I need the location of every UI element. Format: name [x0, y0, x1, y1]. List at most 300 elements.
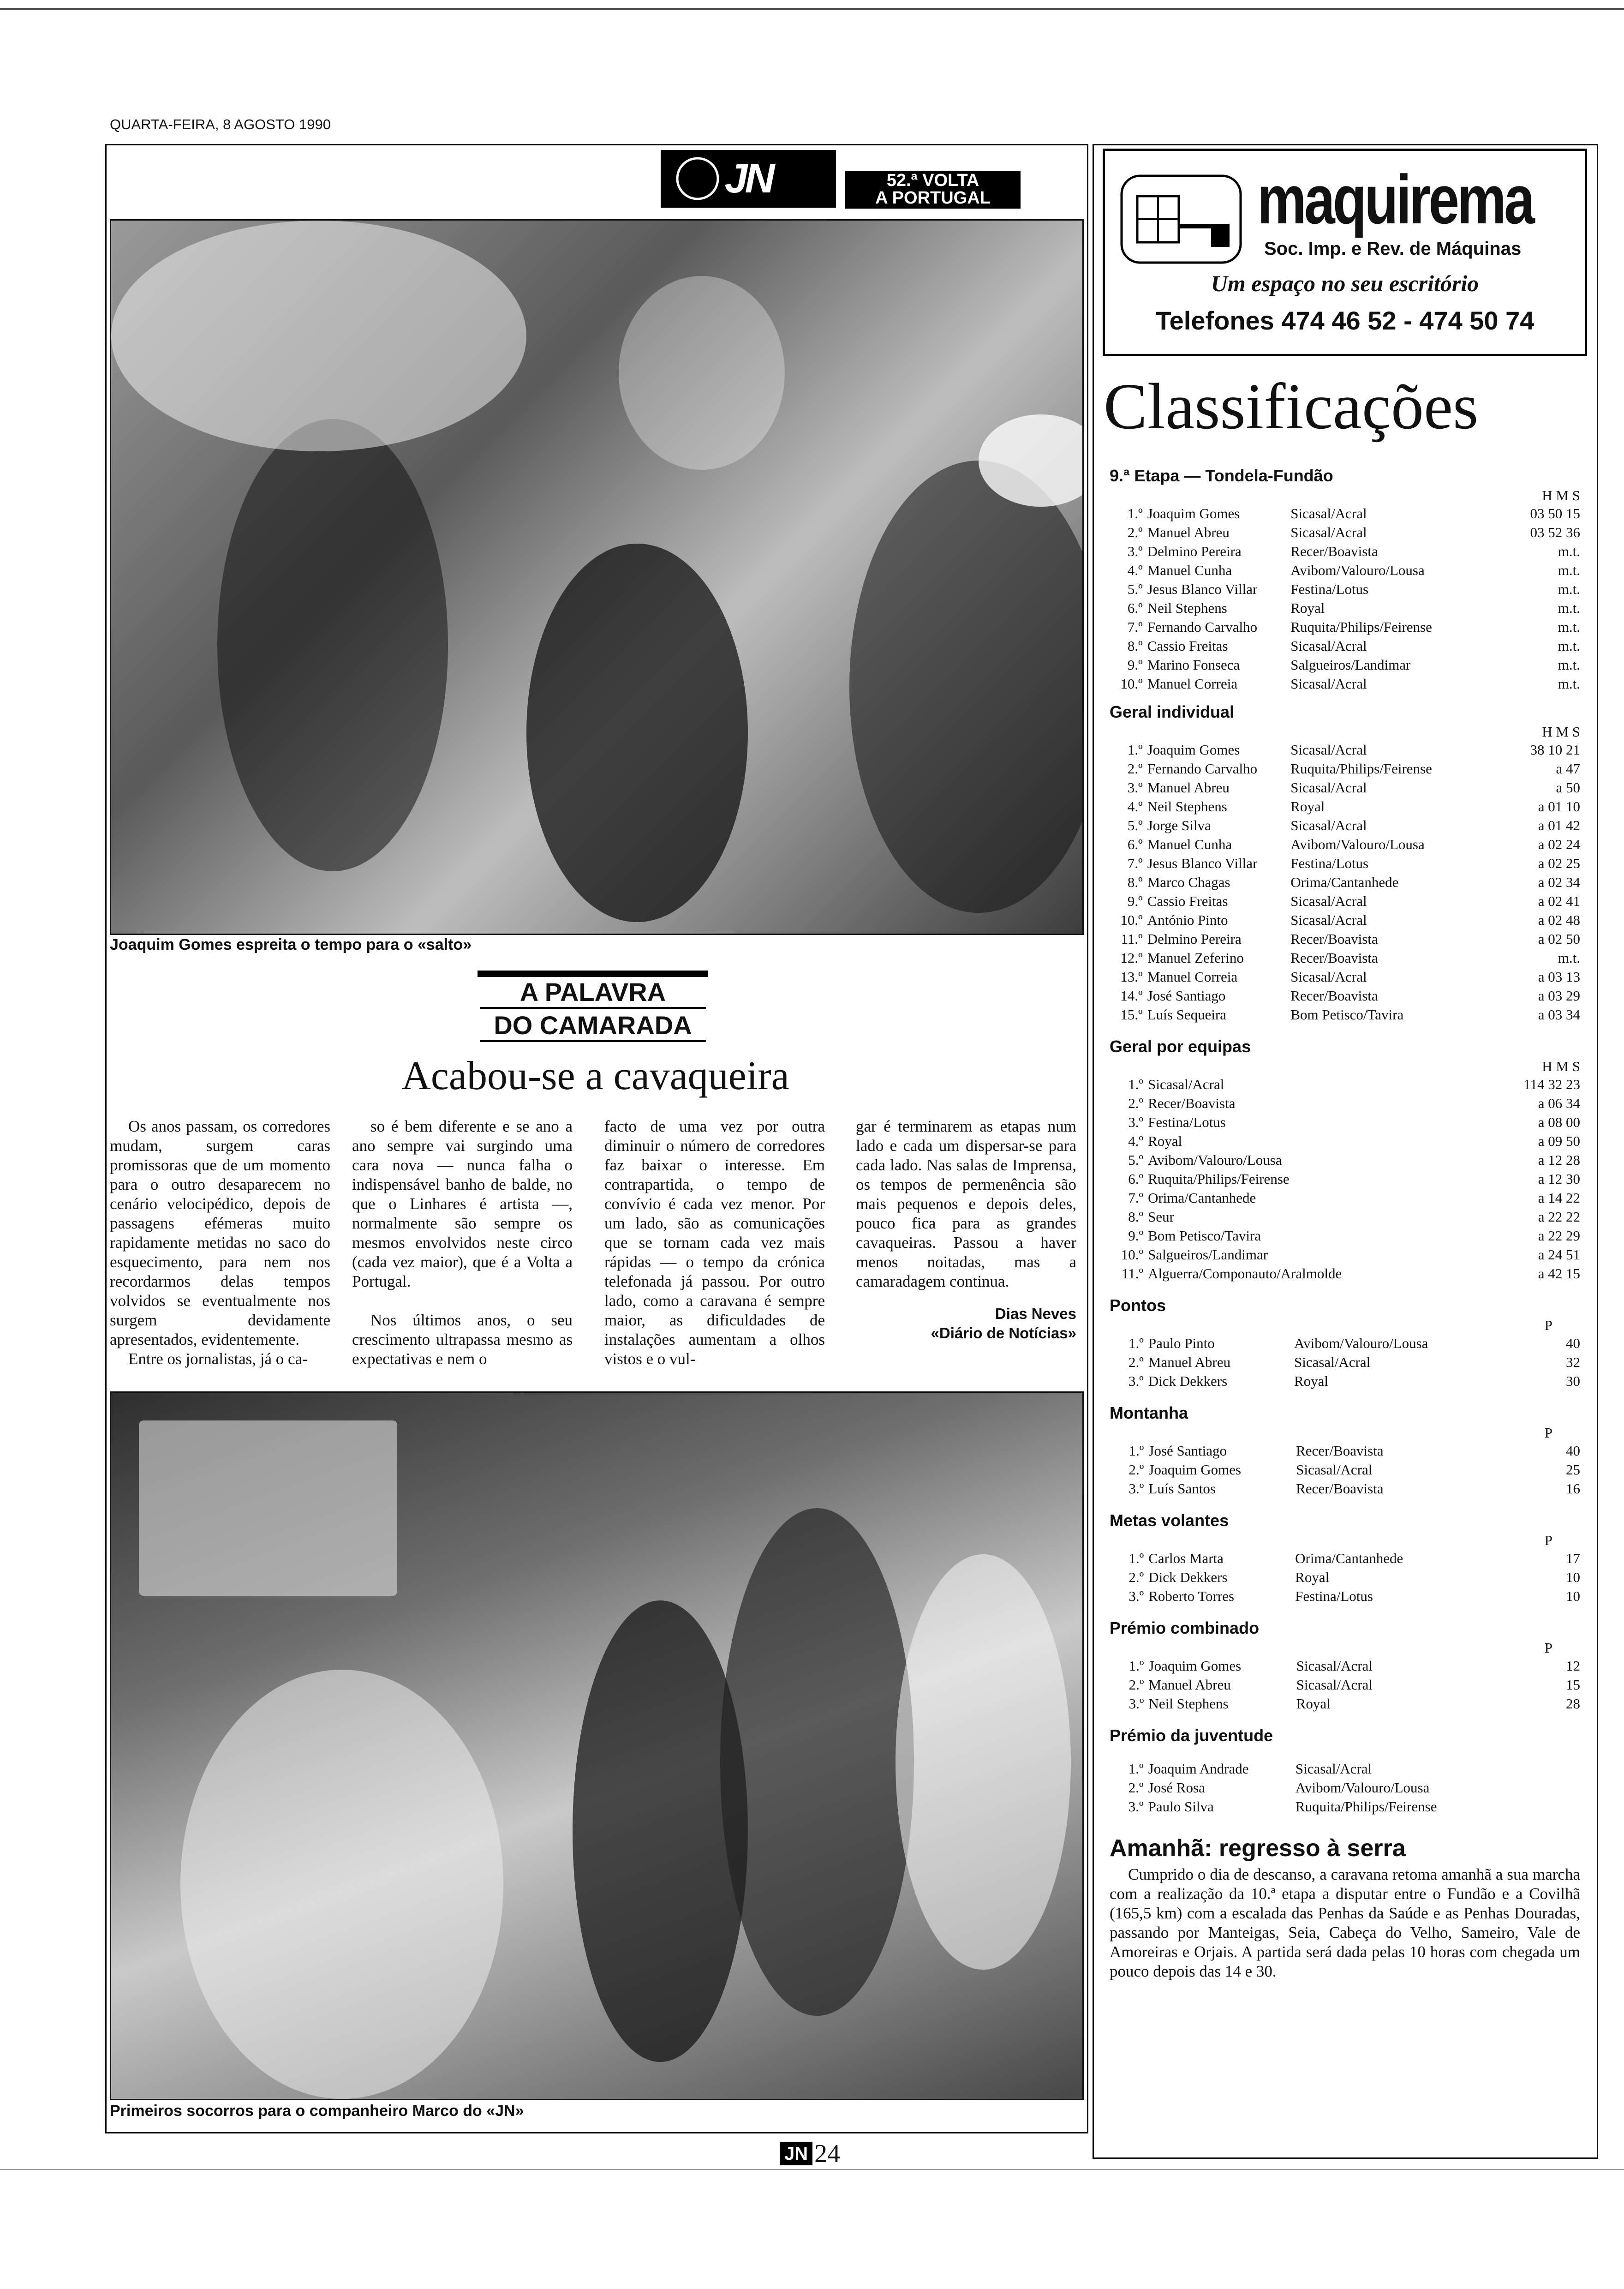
- geral-equipas-unit: H M S: [1542, 1058, 1580, 1074]
- ad-phones: Telefones 474 46 52 - 474 50 74: [1155, 306, 1534, 335]
- cell-team: Seur: [1148, 1209, 1174, 1225]
- cell-pos: 2.º: [1128, 1780, 1144, 1796]
- kicker-line1: A PALAVRA: [480, 977, 706, 1009]
- geral-equipas-title: Geral por equipas: [1110, 1037, 1251, 1056]
- footer-logo: JN: [780, 2142, 812, 2165]
- table-row: [1110, 1778, 1580, 1797]
- cell-name: Manuel Abreu: [1147, 524, 1230, 540]
- table-row: [1110, 948, 1580, 967]
- table-row: [1110, 523, 1580, 542]
- cell-team: Bom Petisco/Tavira: [1148, 1228, 1261, 1244]
- cell-pos: 1.º: [1128, 1443, 1144, 1459]
- table-row: [1110, 1797, 1580, 1816]
- cell-pos: 1.º: [1128, 1335, 1144, 1351]
- cell-val: a 12 28: [1538, 1152, 1580, 1168]
- cell-pos: 3.º: [1128, 1373, 1144, 1389]
- col3-para: facto de uma vez por outra diminuir o número de corredores faz baixar o interesse. Em contrapartida, o tempo de convívio é cada vez menor. Por um lado, são as comunicações que se tornam cada vez mais rápidas — o tempo da crónica telefonada já passou. Por outro lado, como a caravana é sempre maior, as dificuldades de instalações aumentam a olhos vistos e o vul-: [604, 1117, 825, 1368]
- page-footer: [780, 2139, 840, 2169]
- cell-val: 03 52 36: [1530, 524, 1580, 540]
- article-col-1: [110, 1117, 330, 1369]
- cell-val: 03 50 15: [1530, 505, 1580, 521]
- cell-val: a 02 50: [1538, 931, 1580, 947]
- cell-val: a 14 22: [1538, 1190, 1580, 1206]
- col2-para: so é bem diferente e se ano a ano sempre vai surgindo uma cara nova — nunca falha o indispensável banho de balde, no que o Linhares é artista —, normalmente são sempre os mesmos envolvidos neste circo (cada vez maior), que é a Volta a Portugal.: [352, 1117, 573, 1290]
- cell-pos: 4.º: [1127, 798, 1143, 815]
- cell-val: 114 32 23: [1523, 1076, 1580, 1092]
- cell-team: Sicasal/Acral: [1295, 1761, 1372, 1777]
- cell-val: m.t.: [1558, 581, 1580, 597]
- cell-name: José Rosa: [1148, 1780, 1205, 1796]
- article-col-4: [856, 1117, 1076, 1343]
- classificacoes-body: [1110, 466, 1580, 1981]
- table-row: [1110, 1694, 1580, 1713]
- cell-name: Delmino Pereira: [1147, 543, 1242, 559]
- cell-val: m.t.: [1558, 619, 1580, 635]
- montanha-title: Montanha: [1110, 1403, 1188, 1422]
- table-row: [1110, 580, 1580, 599]
- cell-val: 12: [1566, 1658, 1580, 1674]
- table-row: [1110, 929, 1580, 948]
- cell-val: 38 10 21: [1530, 742, 1580, 758]
- cell-name: Manuel Correia: [1147, 969, 1238, 985]
- cell-pos: 2.º: [1128, 1462, 1144, 1478]
- top-photo-caption: Joaquim Gomes espreita o tempo para o «salto»: [110, 936, 472, 953]
- table-row: [1110, 599, 1580, 617]
- cell-pos: 8.º: [1128, 1209, 1144, 1225]
- cell-val: a 02 24: [1538, 836, 1580, 852]
- cell-name: Marino Fonseca: [1147, 657, 1240, 673]
- table-row: [1110, 854, 1580, 873]
- table-row: [1110, 1005, 1580, 1024]
- banner-label: [845, 171, 1021, 209]
- cell-pos: 9.º: [1127, 657, 1143, 673]
- cell-val: 10: [1566, 1588, 1580, 1604]
- cell-val: a 22 29: [1538, 1228, 1580, 1244]
- cell-team: Orima/Cantanhede: [1148, 1190, 1256, 1206]
- cell-pos: 1.º: [1127, 742, 1143, 758]
- table-row: [1110, 561, 1580, 580]
- cell-val: 16: [1566, 1480, 1580, 1497]
- cell-pos: 10.º: [1120, 912, 1143, 928]
- cell-team: Bom Petisco/Tavira: [1290, 1007, 1404, 1023]
- table-row: [1110, 655, 1580, 674]
- table-row: [1110, 1759, 1580, 1778]
- cell-name: Manuel Abreu: [1148, 1677, 1231, 1693]
- cell-pos: 5.º: [1128, 1152, 1144, 1168]
- cell-name: José Santiago: [1148, 1443, 1227, 1459]
- cell-val: 28: [1566, 1696, 1580, 1712]
- cell-team: Sicasal/Acral: [1290, 912, 1367, 928]
- cell-pos: 14.º: [1120, 988, 1143, 1004]
- cell-team: Royal: [1295, 1569, 1330, 1585]
- cell-team: Sicasal/Acral: [1290, 638, 1367, 654]
- cell-name: Fernando Carvalho: [1147, 761, 1258, 777]
- cell-team: Royal: [1290, 600, 1325, 616]
- cell-pos: 2.º: [1127, 524, 1143, 540]
- table-row: [1110, 1132, 1580, 1150]
- col2-para-b: Nos últimos anos, o seu crescimento ultrapassa mesmo as expectativas e nem o: [352, 1311, 573, 1368]
- cell-pos: 6.º: [1127, 836, 1143, 852]
- maquirema-ad[interactable]: [1103, 149, 1587, 356]
- cell-val: a 01 42: [1538, 817, 1580, 833]
- table-row: [1110, 1207, 1580, 1226]
- cell-val: a 02 34: [1538, 874, 1580, 890]
- table-row: [1110, 967, 1580, 986]
- table-row: [1110, 1094, 1580, 1113]
- cell-name: Neil Stephens: [1148, 1696, 1229, 1712]
- cell-val: a 09 50: [1538, 1133, 1580, 1149]
- cell-pos: 5.º: [1127, 817, 1143, 833]
- cell-name: Joaquim Gomes: [1148, 1462, 1242, 1478]
- banner-line2: A PORTUGAL: [875, 188, 991, 208]
- cell-team: Ruquita/Philips/Feirense: [1295, 1798, 1437, 1815]
- table-row: [1110, 542, 1580, 561]
- table-row: [1110, 911, 1580, 929]
- table-row: [1110, 1245, 1580, 1264]
- cell-pos: 7.º: [1127, 619, 1143, 635]
- cell-team: Ruquita/Philips/Feirense: [1148, 1171, 1290, 1187]
- cell-team: Royal: [1296, 1696, 1331, 1712]
- article-source: «Diário de Notícias»: [931, 1324, 1076, 1342]
- geral-equipas-table: [1110, 1075, 1580, 1283]
- cell-team: Sicasal/Acral: [1294, 1354, 1371, 1370]
- cell-name: Paulo Pinto: [1148, 1335, 1215, 1351]
- cell-team: Avibom/Valouro/Lousa: [1148, 1152, 1282, 1168]
- cell-name: Joaquim Gomes: [1148, 1658, 1242, 1674]
- geral-individual-title: Geral individual: [1110, 702, 1235, 721]
- bottom-rule: [0, 2169, 1624, 2170]
- cell-name: Neil Stephens: [1147, 798, 1227, 815]
- office-desk-icon: [1119, 173, 1243, 265]
- cell-val: m.t.: [1558, 562, 1580, 578]
- cell-pos: 4.º: [1127, 562, 1143, 578]
- top-rule: [0, 8, 1624, 10]
- article-col-3: [604, 1117, 825, 1369]
- etapa-title: 9.ª Etapa — Tondela-Fundão: [1110, 466, 1333, 485]
- cell-team: Recer/Boavista: [1290, 950, 1378, 966]
- cell-val: 40: [1566, 1443, 1580, 1459]
- table-row: [1110, 1549, 1580, 1568]
- table-row: [1110, 1150, 1580, 1169]
- cell-pos: 5.º: [1127, 581, 1143, 597]
- metas-volantes-title: Metas volantes: [1110, 1511, 1229, 1530]
- cell-name: António Pinto: [1147, 912, 1228, 928]
- kicker-line2: DO CAMARADA: [480, 1011, 706, 1042]
- cell-name: Roberto Torres: [1148, 1588, 1235, 1604]
- cell-pos: 3.º: [1128, 1798, 1144, 1815]
- col1-para: Os anos passam, os corredores mudam, surgem caras promissoras que de um momento para o outro desaparecem no cenário velocipédico, depois de passagens efémeras muito rapidamente metidas no saco do esquecimento, para nem nos recordarmos delas tempos volvidos se eventualmente nos surgem devidamente apresentados, evidentemente.: [110, 1117, 330, 1348]
- cell-team: Orima/Cantanhede: [1290, 874, 1399, 890]
- cell-pos: 6.º: [1128, 1171, 1144, 1187]
- cell-team: Sicasal/Acral: [1290, 779, 1367, 796]
- amanha-text: Cumprido o dia de descanso, a caravana retoma amanhã a sua marcha com a realização da 10.ª etapa a disputar entre o Fundão e a Covilhã (165,5 km) com a escalada das Penhas da Saúde e as Penhas Douradas, passando por Manteigas, Seia, Cabeça do Velho, Sameiro, Vale de Amoreiras e Orjais. A partida será dada pelas 10 horas com chegada um pouco depois das 14 e 30.: [1110, 1865, 1580, 1980]
- cell-name: Luís Santos: [1148, 1480, 1216, 1497]
- amanha-title: Amanhã: regresso à serra: [1110, 1835, 1406, 1862]
- table-row: [1110, 1372, 1580, 1390]
- cell-team: Avibom/Valouro/Lousa: [1290, 836, 1425, 852]
- table-row: [1110, 1188, 1580, 1207]
- cell-name: Joaquim Andrade: [1148, 1761, 1249, 1777]
- article-col-2: [352, 1117, 573, 1369]
- cell-pos: 2.º: [1128, 1677, 1144, 1693]
- cell-team: Avibom/Valouro/Lousa: [1295, 1780, 1430, 1796]
- cell-name: Luís Sequeira: [1147, 1007, 1227, 1023]
- cell-name: Joaquim Gomes: [1147, 742, 1240, 758]
- cell-val: a 02 25: [1538, 855, 1580, 871]
- cell-val: [1517, 1778, 1580, 1797]
- classificacoes-title: Classificações: [1104, 370, 1479, 443]
- cell-name: Manuel Correia: [1147, 676, 1238, 692]
- cell-pos: 9.º: [1128, 1228, 1144, 1244]
- volta-banner: [661, 150, 1030, 208]
- cell-team: Sicasal/Acral: [1296, 1462, 1373, 1478]
- table-row: [1110, 835, 1580, 854]
- cell-val: a 03 29: [1538, 988, 1580, 1004]
- etapa-table: [1110, 504, 1580, 693]
- cell-pos: 9.º: [1127, 893, 1143, 909]
- cell-team: Recer/Boavista: [1148, 1095, 1236, 1111]
- cell-val: m.t.: [1558, 543, 1580, 559]
- cell-pos: 15.º: [1120, 1007, 1143, 1023]
- bottom-photo[interactable]: [110, 1391, 1084, 2100]
- cell-team: Ruquita/Philips/Feirense: [1290, 619, 1432, 635]
- table-row: [1110, 1353, 1580, 1372]
- cell-name: Manuel Abreu: [1147, 779, 1230, 796]
- cell-pos: 12.º: [1120, 950, 1143, 966]
- cell-val: a 22 22: [1538, 1209, 1580, 1225]
- pontos-unit: P: [1544, 1317, 1552, 1333]
- cell-name: Carlos Marta: [1148, 1550, 1224, 1566]
- cell-team: Royal: [1290, 798, 1325, 815]
- cell-pos: 4.º: [1128, 1133, 1144, 1149]
- cell-team: Royal: [1148, 1133, 1182, 1149]
- cell-team: Sicasal/Acral: [1290, 893, 1367, 909]
- cell-val: 32: [1566, 1354, 1580, 1370]
- table-row: [1110, 986, 1580, 1005]
- ad-brand: maquirema: [1257, 161, 1533, 238]
- cell-team: Sicasal/Acral: [1290, 505, 1367, 521]
- cell-pos: 1.º: [1128, 1761, 1144, 1777]
- table-row: [1110, 1675, 1580, 1694]
- metas-volantes-unit: P: [1544, 1532, 1552, 1548]
- cell-val: m.t.: [1558, 676, 1580, 692]
- article-headline: Acabou-se a cavaqueira: [401, 1054, 789, 1098]
- cell-pos: 1.º: [1128, 1076, 1144, 1092]
- premio-combinado-unit: P: [1544, 1640, 1552, 1656]
- cell-pos: 8.º: [1127, 638, 1143, 654]
- cell-pos: 3.º: [1128, 1696, 1144, 1712]
- cell-name: Manuel Cunha: [1147, 836, 1232, 852]
- cell-name: Delmino Pereira: [1147, 931, 1242, 947]
- cell-name: Jesus Blanco Villar: [1147, 855, 1258, 871]
- kicker-rule-top: [478, 971, 708, 977]
- etapa-unit: H M S: [1542, 487, 1580, 503]
- cell-name: Manuel Abreu: [1148, 1354, 1231, 1370]
- cell-team: Festina/Lotus: [1295, 1588, 1373, 1604]
- premio-juventude-table: [1110, 1759, 1580, 1816]
- cell-name: Jorge Silva: [1147, 817, 1211, 833]
- cell-pos: 7.º: [1128, 1190, 1144, 1206]
- table-row: [1110, 1568, 1580, 1587]
- table-row: [1110, 1656, 1580, 1675]
- table-row: [1110, 636, 1580, 655]
- cell-val: a 03 13: [1538, 969, 1580, 985]
- table-row: [1110, 797, 1580, 816]
- top-photo[interactable]: [110, 219, 1084, 935]
- cell-name: Neil Stephens: [1147, 600, 1227, 616]
- table-row: [1110, 1075, 1580, 1094]
- cell-pos: 2.º: [1127, 761, 1143, 777]
- cell-val: [1517, 1797, 1580, 1816]
- cell-val: 40: [1566, 1335, 1580, 1351]
- cell-val: a 47: [1556, 761, 1580, 777]
- cell-val: m.t.: [1558, 657, 1580, 673]
- pontos-table: [1110, 1334, 1580, 1390]
- cell-team: Recer/Boavista: [1290, 988, 1378, 1004]
- cell-team: Royal: [1294, 1373, 1329, 1389]
- cell-team: Avibom/Valouro/Lousa: [1290, 562, 1425, 578]
- metas-volantes-table: [1110, 1549, 1580, 1606]
- cell-team: Sicasal/Acral: [1290, 817, 1367, 833]
- cell-val: m.t.: [1558, 600, 1580, 616]
- cell-val: a 02 48: [1538, 912, 1580, 928]
- cell-team: Ruquita/Philips/Feirense: [1290, 761, 1432, 777]
- cell-val: a 50: [1556, 779, 1580, 796]
- cell-name: José Santiago: [1147, 988, 1226, 1004]
- table-row: [1110, 759, 1580, 778]
- table-row: [1110, 1441, 1580, 1460]
- ad-subtitle: Soc. Imp. e Rev. de Máquinas: [1264, 239, 1522, 259]
- cell-pos: 3.º: [1128, 1588, 1144, 1604]
- table-row: [1110, 778, 1580, 797]
- col1-para-b: Entre os jornalistas, já o ca-: [128, 1350, 308, 1368]
- cell-name: Manuel Cunha: [1147, 562, 1232, 578]
- cell-val: a 08 00: [1538, 1114, 1580, 1130]
- montanha-table: [1110, 1441, 1580, 1498]
- table-row: [1110, 617, 1580, 636]
- cell-val: m.t.: [1558, 638, 1580, 654]
- table-row: [1110, 1113, 1580, 1132]
- cell-val: a 06 34: [1538, 1095, 1580, 1111]
- cell-pos: 3.º: [1127, 779, 1143, 796]
- cell-pos: 3.º: [1127, 543, 1143, 559]
- cell-team: Festina/Lotus: [1290, 855, 1369, 871]
- cell-val: 25: [1566, 1462, 1580, 1478]
- cell-name: Dick Dekkers: [1148, 1373, 1228, 1389]
- cell-team: Sicasal/Acral: [1148, 1076, 1224, 1092]
- cell-val: a 24 51: [1538, 1246, 1580, 1263]
- cell-pos: 8.º: [1127, 874, 1143, 890]
- banner-line1: 52.ª VOLTA: [886, 171, 979, 190]
- cell-val: m.t.: [1558, 950, 1580, 966]
- cell-pos: 13.º: [1120, 969, 1143, 985]
- cell-pos: 2.º: [1128, 1569, 1144, 1585]
- cell-team: Recer/Boavista: [1296, 1480, 1384, 1497]
- volta-wheel-icon: [670, 156, 725, 202]
- page-number: 24: [814, 2139, 841, 2168]
- cell-pos: 10.º: [1120, 676, 1143, 692]
- cell-val: a 03 34: [1538, 1007, 1580, 1023]
- cell-pos: 3.º: [1128, 1480, 1144, 1497]
- cell-val: 30: [1566, 1373, 1580, 1389]
- cell-team: Sicasal/Acral: [1296, 1677, 1373, 1693]
- cell-name: Jesus Blanco Villar: [1147, 581, 1258, 597]
- cell-team: Festina/Lotus: [1148, 1114, 1226, 1130]
- table-row: [1110, 1226, 1580, 1245]
- cell-name: Paulo Silva: [1148, 1798, 1214, 1815]
- cell-pos: 6.º: [1127, 600, 1143, 616]
- cell-pos: 2.º: [1128, 1354, 1144, 1370]
- cell-team: Avibom/Valouro/Lousa: [1294, 1335, 1428, 1351]
- table-row: [1110, 1169, 1580, 1188]
- page-date: QUARTA-FEIRA, 8 AGOSTO 1990: [110, 116, 331, 132]
- geral-individual-unit: H M S: [1542, 724, 1580, 740]
- table-row: [1110, 892, 1580, 911]
- cell-val: a 12 30: [1538, 1171, 1580, 1187]
- cell-pos: 11.º: [1121, 1265, 1144, 1282]
- bottom-photo-caption: Primeiros socorros para o companheiro Marco do «JN»: [110, 2102, 524, 2120]
- table-row: [1110, 1460, 1580, 1479]
- cell-val: 15: [1566, 1677, 1580, 1693]
- table-row: [1110, 1479, 1580, 1498]
- pontos-title: Pontos: [1110, 1296, 1166, 1315]
- article-author: Dias Neves: [995, 1305, 1076, 1322]
- table-row: [1110, 873, 1580, 892]
- col4-para: gar é terminarem as etapas num lado e cada um dispersar-se para cada lado. Nas salas de Imprensa, os tempos de permenência são mais pequenos e depois deles, pouco fica para as grandes cavaqueiras. Passou a haver menos noitadas, mas a camaradagem continua.: [856, 1117, 1076, 1290]
- table-row: [1110, 1334, 1580, 1353]
- cell-name: Manuel Zeferino: [1147, 950, 1244, 966]
- cell-team: Recer/Boavista: [1290, 543, 1378, 559]
- cell-name: Fernando Carvalho: [1147, 619, 1258, 635]
- cell-team: Sicasal/Acral: [1290, 524, 1367, 540]
- premio-combinado-title: Prémio combinado: [1110, 1618, 1260, 1637]
- cell-team: Sicasal/Acral: [1290, 676, 1367, 692]
- table-row: [1110, 740, 1580, 759]
- cell-pos: 11.º: [1121, 931, 1143, 947]
- cell-val: 17: [1566, 1550, 1580, 1566]
- banner-logo: JN: [661, 150, 836, 208]
- cell-team: Salgueiros/Landimar: [1148, 1246, 1268, 1263]
- cell-val: a 01 10: [1538, 798, 1580, 815]
- cell-team: Sicasal/Acral: [1296, 1658, 1373, 1674]
- cell-name: Cassio Freitas: [1147, 893, 1228, 909]
- cell-name: Cassio Freitas: [1147, 638, 1228, 654]
- table-row: [1110, 504, 1580, 523]
- cell-pos: 1.º: [1128, 1658, 1144, 1674]
- table-row: [1110, 816, 1580, 835]
- cell-pos: 3.º: [1128, 1114, 1144, 1130]
- premio-combinado-table: [1110, 1656, 1580, 1713]
- cell-val: [1517, 1759, 1580, 1778]
- cell-team: Sicasal/Acral: [1290, 969, 1367, 985]
- cell-val: a 02 41: [1538, 893, 1580, 909]
- cell-pos: 1.º: [1127, 505, 1143, 521]
- cell-team: Sicasal/Acral: [1290, 742, 1367, 758]
- cell-team: Recer/Boavista: [1296, 1443, 1384, 1459]
- cell-team: Alguerra/Componauto/Aralmolde: [1148, 1265, 1342, 1282]
- cell-name: Dick Dekkers: [1148, 1569, 1228, 1585]
- premio-juventude-title: Prémio da juventude: [1110, 1726, 1273, 1745]
- cell-pos: 10.º: [1121, 1246, 1144, 1263]
- cell-val: 10: [1566, 1569, 1580, 1585]
- cell-team: Salgueiros/Landimar: [1290, 657, 1411, 673]
- cell-pos: 2.º: [1128, 1095, 1144, 1111]
- cell-val: a 42 15: [1538, 1265, 1580, 1282]
- cell-team: Festina/Lotus: [1290, 581, 1369, 597]
- cell-team: Orima/Cantanhede: [1295, 1550, 1403, 1566]
- cell-name: Joaquim Gomes: [1147, 505, 1240, 521]
- cell-team: Recer/Boavista: [1290, 931, 1378, 947]
